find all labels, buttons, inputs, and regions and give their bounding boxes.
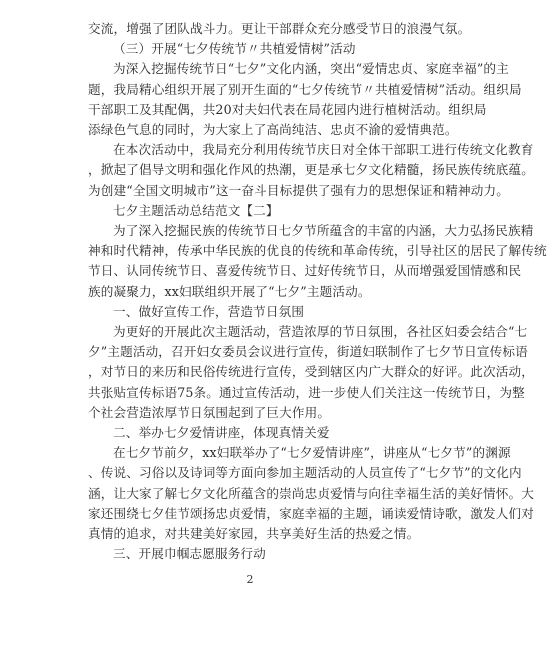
text-line: 家还围绕七夕佳节颂扬忠贞爱情，家庭幸福的主题，诵读爱情诗歌，激发人们对 (88, 505, 535, 521)
text-line: ，掀起了倡导文明和强化作风的热潮，更是承七夕文化精髓，扬民族传统底蕴。 (88, 162, 535, 178)
page-number: 2 (246, 573, 254, 586)
text-line: 在七夕节前夕，xx妇联举办了“七夕爱情讲座”，讲座从“七夕节”的渊源 (113, 445, 511, 461)
text-line: 添绿色气息的同时，为大家上了高尚纯洁、忠贞不渝的爱情典范。 (88, 122, 458, 137)
section-heading: 一、做好宣传工作，营造节日氛围 (113, 303, 305, 319)
text-line: 节日、认同传统节日、喜爱传统节日、过好传统节日，从而增强爱国情感和民 (88, 263, 522, 279)
text-line: 神和时代精神，传承中华民族的优良的传统和革命传统，引导社区的居民了解传统 (88, 243, 547, 259)
text-line: 干部职工及其配偶，共20对夫妇代表在局花园内进行植树活动。组织局 (88, 101, 487, 117)
text-line: 族的凝聚力，xx妇联组织开展了“七夕”主题活动。 (88, 283, 371, 299)
text-line: 为创建“全国文明城市”这一奋斗目标提供了强有力的思想保证和精神动力。 (88, 182, 509, 198)
text-line: 共张贴宣传标语75条。通过宣传活动，进一步使人们关注这一传统节日，为整 (88, 384, 525, 400)
text-line: 涵，让大家了解七夕文化所蕴含的崇尚忠贞爱情与向往幸福生活的美好情怀。大 (88, 485, 535, 501)
text-line: 题，我局精心组织开展了别开生面的“七夕传统节〃共植爱情树”活动。组织局 (88, 81, 522, 97)
text-line: 为深入挖掘传统节日“七夕”文化内涵，突出“爱情忠贞、家庭幸福”的主 (113, 61, 509, 77)
section-heading: （三）开展“七夕传统节〃共植爱情树”活动 (113, 41, 356, 57)
text-line: 交流，增强了团队战斗力。更让干部群众充分感受节日的浪漫气氛。 (88, 21, 471, 36)
section-heading: 七夕主题活动总结范文【二】 (113, 202, 279, 218)
text-line: 为更好的开展此次主题活动，营造浓厚的节日氛围，各社区妇委会结合“七 (113, 324, 528, 339)
text-line: 为了深入挖掘民族的传统节日七夕节所蕴含的丰富的内涵，大力弘扬民族精 (113, 223, 534, 238)
section-heading: 二、举办七夕爱情讲座，体现真情关爱 (113, 425, 330, 440)
text-line: 夕”主题活动，召开妇女委员会议进行宣传，街道妇联制作了七夕节日宣传标语 (88, 344, 528, 360)
text-line: 真情的追求，对共建美好家园，共享美好生活的热爱之情。 (88, 526, 420, 541)
text-line: 个社会营造浓厚节日氛围起到了巨大作用。 (88, 404, 331, 420)
text-line: 在本次活动中，我局充分利用传统节庆日对全体干部职工进行传统文化教育 (113, 142, 534, 158)
text-line: 、传说、习俗以及诗词等方面向参加主题活动的人员宣传了“七夕节”的文化内 (88, 465, 522, 481)
text-line: ，对节日的来历和民俗传统进行宣传，受到辖区内广大群众的好评。此次活动， (88, 364, 535, 380)
section-heading: 三、开展巾帼志愿服务行动 (113, 546, 266, 562)
